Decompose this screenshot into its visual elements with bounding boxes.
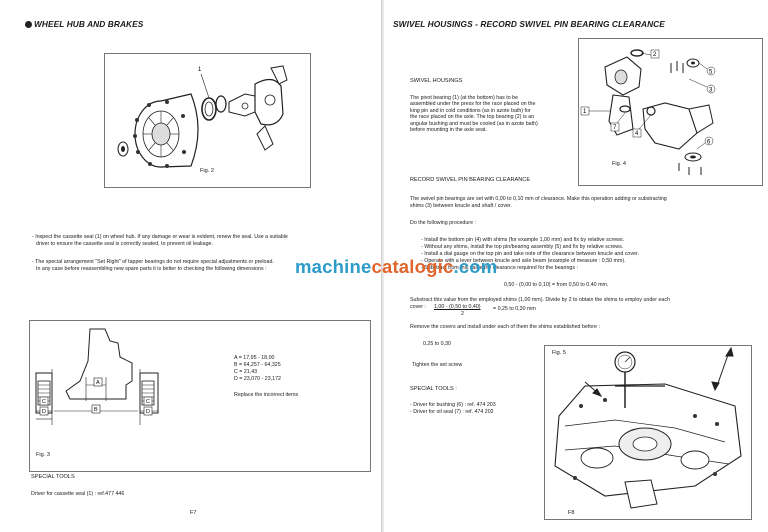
- procedure-step-3: - Install a dial gauge on the top pin and take note of the clearance between knucle and cover.: [421, 251, 639, 257]
- calc-shims-numerator: 1,00 - (0,50 to 0,40): [434, 304, 481, 310]
- procedure-step-1: - Install the bottom pin (4) with shims (for example 1,00 mm) and fix by relative screws.: [421, 237, 625, 243]
- dimension-b: B = 64,257 - 64,325: [234, 362, 281, 368]
- watermark-part-1: machine: [295, 256, 372, 277]
- swivel-text-line: angular bushing and must be cooled (as in azote bath): [410, 120, 538, 127]
- swivel-housings-text: [410, 95, 585, 133]
- special-tool-oil-seal: - Driver for oil seal (7) : ref. 474 202: [410, 409, 494, 415]
- special-tool-bushing: - Driver for bushing (6) : ref. 474 203: [410, 402, 496, 408]
- left-special-tool-1: Driver for cassette seal (1) : ref.477 446: [31, 491, 125, 497]
- dimension-c: C = 21,43: [234, 369, 258, 375]
- clearance-line2: shims (3) between knucle and shaft / cover.: [410, 203, 512, 209]
- para-cassette-seal-line1: - Inspect the cassette seal (1) on wheel hub. If any damage or wear is evident, renew the seal. Use a suitable: [32, 234, 288, 240]
- para-cassette-seal-line2: driver to ensure the cassette seal is correctly seated, to prevent oil leakage.: [36, 241, 213, 247]
- fig4-callout-5: 5: [709, 69, 713, 76]
- fig3-caption: Fig. 3: [36, 452, 50, 458]
- fig5-frame: [544, 345, 752, 520]
- fig4-callout-3: 3: [709, 87, 713, 94]
- replace-note: Replace the incorrect items: [234, 392, 299, 398]
- fig3-label-d-left: D: [42, 409, 46, 415]
- dimension-d: D = 23,070 - 23,172: [234, 376, 281, 382]
- fig4-caption: Fig. 4: [612, 161, 626, 167]
- fig3-frame: [29, 320, 371, 472]
- section-record-clearance-title: RECORD SWIVEL PIN BEARING CLEARANCE: [410, 177, 531, 183]
- procedure-step-5: - Substract from this value the clearance required for the bearings :: [421, 265, 578, 271]
- swivel-text-line: before mounting in the axle seat.: [410, 127, 487, 134]
- calc-shims-result: = 0,25 to 0,30 mm: [493, 306, 536, 312]
- swivel-text-line: king pin and in cold conditions (as in azote bath) for: [410, 107, 531, 114]
- fig4-callout-6: 6: [707, 139, 711, 146]
- procedure-step-2: - Without any shims, install the top pin/bearing assembly (5) and fix by relative screws.: [421, 244, 624, 250]
- right-page-title: SWIVEL HOUSINGS - RECORD SWIVEL PIN BEARING CLEARANCE: [393, 19, 665, 29]
- fig4-callout-4: 4: [635, 131, 639, 137]
- calc-shims-prefix: cover :: [410, 304, 426, 310]
- fig5-dial-gauge-drawing: [545, 346, 751, 519]
- left-page-number: F7: [190, 510, 197, 516]
- calc-shims-intro: Substract this value from the employed shims (1,00 mm). Divide by 2 to obtain the shims to employ under each: [410, 297, 670, 303]
- fig3-label-a: A: [96, 380, 100, 386]
- right-page-number: F8: [568, 510, 575, 516]
- fig2-callout-1: 1: [198, 67, 202, 73]
- clearance-line1: The swivel pin bearings are set with 0,00 to 0,10 mm of clearance. Make this operation adding or substracting: [410, 196, 667, 202]
- swivel-text-line: assembled under the press for the race placed on the: [410, 101, 536, 108]
- section-swivel-housings-title: SWIVEL HOUSINGS: [410, 78, 463, 84]
- fig4-swivel-housing-drawing: [579, 39, 762, 185]
- calc-shims-denominator: 2: [461, 311, 464, 317]
- fig4-callout-2: 2: [653, 52, 657, 58]
- right-special-tools-title: SPECIAL TOOLS :: [410, 386, 457, 392]
- fig4-frame: [578, 38, 763, 186]
- fig3-label-d-right: D: [146, 409, 150, 415]
- procedure-intro: Do the following procedure :: [410, 220, 476, 226]
- fig4-callout-1: 1: [583, 109, 587, 115]
- calc-clearance: 0,50 - (0,00 to 0,10) = from 0,50 to 0,40 mm.: [504, 282, 609, 288]
- tighten-set-screw: Tighten the set screw: [412, 362, 463, 368]
- left-page-title: WHEEL HUB AND BRAKES: [34, 19, 144, 29]
- watermark-part-2: catalogic: [371, 256, 454, 277]
- heading-bullet: [25, 21, 32, 28]
- fig5-caption: Fig. 5: [552, 350, 566, 356]
- fig4-callout-7: 7: [613, 125, 617, 131]
- remove-covers-note: Remove the covers and install under each of them the shims established before :: [410, 324, 600, 330]
- dimension-a: A = 17,95 - 18,00: [234, 355, 275, 361]
- swivel-text-line: The pivot bearing (1) (at the bottom) has to be: [410, 95, 519, 101]
- para-set-right-line1: - The special arrangement "Set Right" of tapper bearings do not require special adjustments or preload.: [32, 259, 274, 265]
- fig3-label-b: B: [94, 407, 98, 413]
- watermark: [295, 256, 497, 278]
- fig3-label-c-left: C: [42, 399, 46, 405]
- left-special-tools-title: SPECIAL TOOLS: [31, 474, 75, 480]
- procedure-step-4: - Operate with a lever between knucle and axle beam (example of measure : 0,50 mm).: [421, 258, 626, 264]
- fig3-label-c-right: C: [146, 399, 150, 405]
- watermark-part-3: .com: [453, 256, 498, 277]
- para-set-right-line2: In any case before reassembling new spare parts it is better to checking the following dimensions :: [36, 266, 267, 272]
- fig2-caption: Fig. 2: [200, 168, 214, 174]
- shim-range: 0,25 to 0,30: [423, 341, 451, 347]
- fig3-bearing-dimensions-drawing: [30, 321, 370, 471]
- swivel-text-line: the race placed on the axle. The top bearing (2) is an: [410, 114, 535, 121]
